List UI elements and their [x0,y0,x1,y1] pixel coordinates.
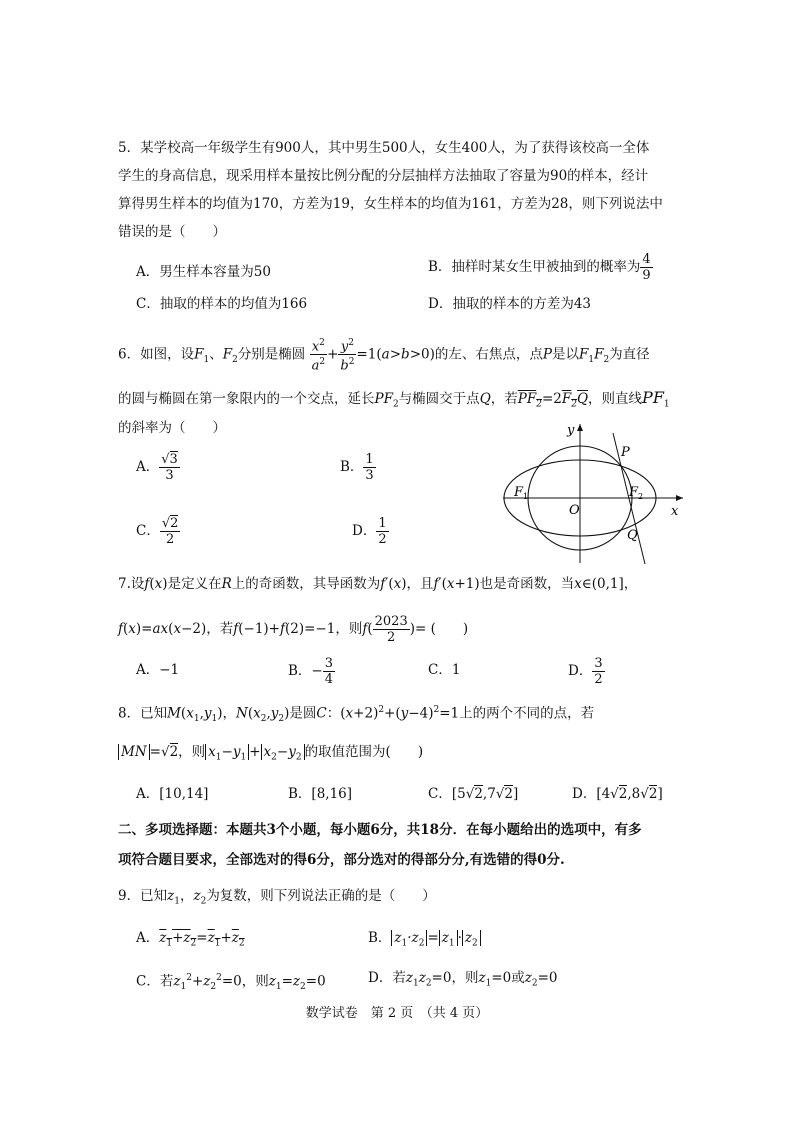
q5-line-2: 学生的身高信息，现采用样本量按比例分配的分层抽样方法抽取了容量为90的样本，经计 [118,168,649,184]
q9-option-c: C．若$z_1^2+z_2^2=0$，则$z_1=z_2=0$ [136,973,326,993]
label-f2-sub: 2 [638,492,644,501]
q5-option-d: D．抽取的样本的方差为43 [428,296,592,312]
y-axis-arrow [577,424,583,431]
q8-option-a: A．[10,14] [136,786,209,802]
q7-option-c: C．1 [428,662,461,678]
q5-line-1: 5．某学校高一年级学生有900人，其中男生500人，女生400人，为了获得该校高一全体 [118,140,650,156]
q7-option-b: B．− $\frac{3}{4}$ [288,656,334,687]
q9-option-b: B． $z_1\cdot z_2 = z_1 \cdot z_2$ [368,928,481,954]
label-x: x [671,504,679,519]
q8-option-c: C．[5√2,7√2] [428,786,519,802]
q6-line-3: 的斜率为（ ） [118,420,226,436]
q6-option-c: C． $\frac{√2}{2}$ [136,516,179,547]
q5-option-c: C．抽取的样本的均值为166 [136,296,308,312]
page-footer: 数学试卷 第 2 页 （共 4 页） [305,1006,489,1021]
label-f1-sub: 1 [523,492,529,501]
q9-option-d: D．若$z_1z_2=0$，则$z_1=0$或$z_2=0$ [368,970,558,989]
q8-option-d: D．[4√2,8√2] [572,786,663,802]
q5-line-3: 算得男生样本的均值为170，方差为19，女生样本的均值为161，方差为28，则下列说法中 [118,196,663,212]
q9-line-1: 9．已知$z_1$，$z_2$为复数，则下列说法正确的是（ ） [118,888,436,907]
x-axis-arrow [676,495,683,501]
q9-option-a: A．$z_1+z_2=z_1+z_2$ [136,930,245,949]
q7-line-2: f(x)=ax(x−2)，若f(−1)+f(2)=−1，则f( $\frac{2023}{2}$ )= ( ) [118,614,469,645]
label-f2: F [629,485,639,500]
ellipse-circle-diagram [495,418,695,568]
label-q: Q [627,528,638,543]
label-y: y [567,423,575,438]
q7-line-1: 7.设f(x)是定义在R上的奇函数，其导函数为f′(x)，且f′(x+1)也是奇函数，当x∈(0,1]， [118,576,638,592]
label-o: O [569,503,580,518]
q5-option-a: A．男生样本容量为50 [136,264,271,280]
label-f1: F [514,485,524,500]
q8-line-2: MN =√2，则 $x_1-y_1 + x_2-y_2$ 的取值范围为( ) [118,742,423,768]
q6-line-1: 6．如图，设$F_1$、$F_2$分别是椭圆 $\frac{x^2}{a^2}$ + $\frac{y^2}{b^2}$ =1(a>b>0)的左、右焦点，点P是以$F_1F_2$为直径 [118,338,650,374]
q6-option-b: B． $\frac{1}{3}$ [340,452,374,483]
q8-option-b: B．[8,16] [288,786,353,802]
q8-line-1: 8．已知$M(x_1,y_1)$，$N(x_2,y_2)$是圆C：$(x+2)^2+(y-4)^2=1$上的两个不同的点，若 [118,705,595,725]
q7-option-a: A．−1 [136,662,180,678]
section-2-line-1: 二、多项选择题：本题共3个小题，每小题6分，共18分．在每小题给出的选项中，有多 [118,822,642,838]
q6-option-a: A． $\frac{√3}{3}$ [136,452,178,483]
q7-option-d: D． $\frac{3}{2}$ [568,656,603,687]
q6-option-d: D． $\frac{1}{2}$ [352,516,387,547]
q5-line-4: 错误的是（ ） [118,224,226,240]
label-p: P [621,445,630,460]
section-2-line-2: 项符合题目要求，全部选对的得6分，部分选对的得部分分,有选错的得0分. [118,852,565,868]
q6-line-2: 的圆与椭圆在第一象限内的一个交点，延长$PF_2$与椭圆交于点Q，若$PF_2=2F_2Q$，则直线$PF_1$ [118,388,670,410]
q5-option-b: B．抽样时某女生甲被抽到的概率为 $\frac{4}{9}$ [428,252,651,283]
